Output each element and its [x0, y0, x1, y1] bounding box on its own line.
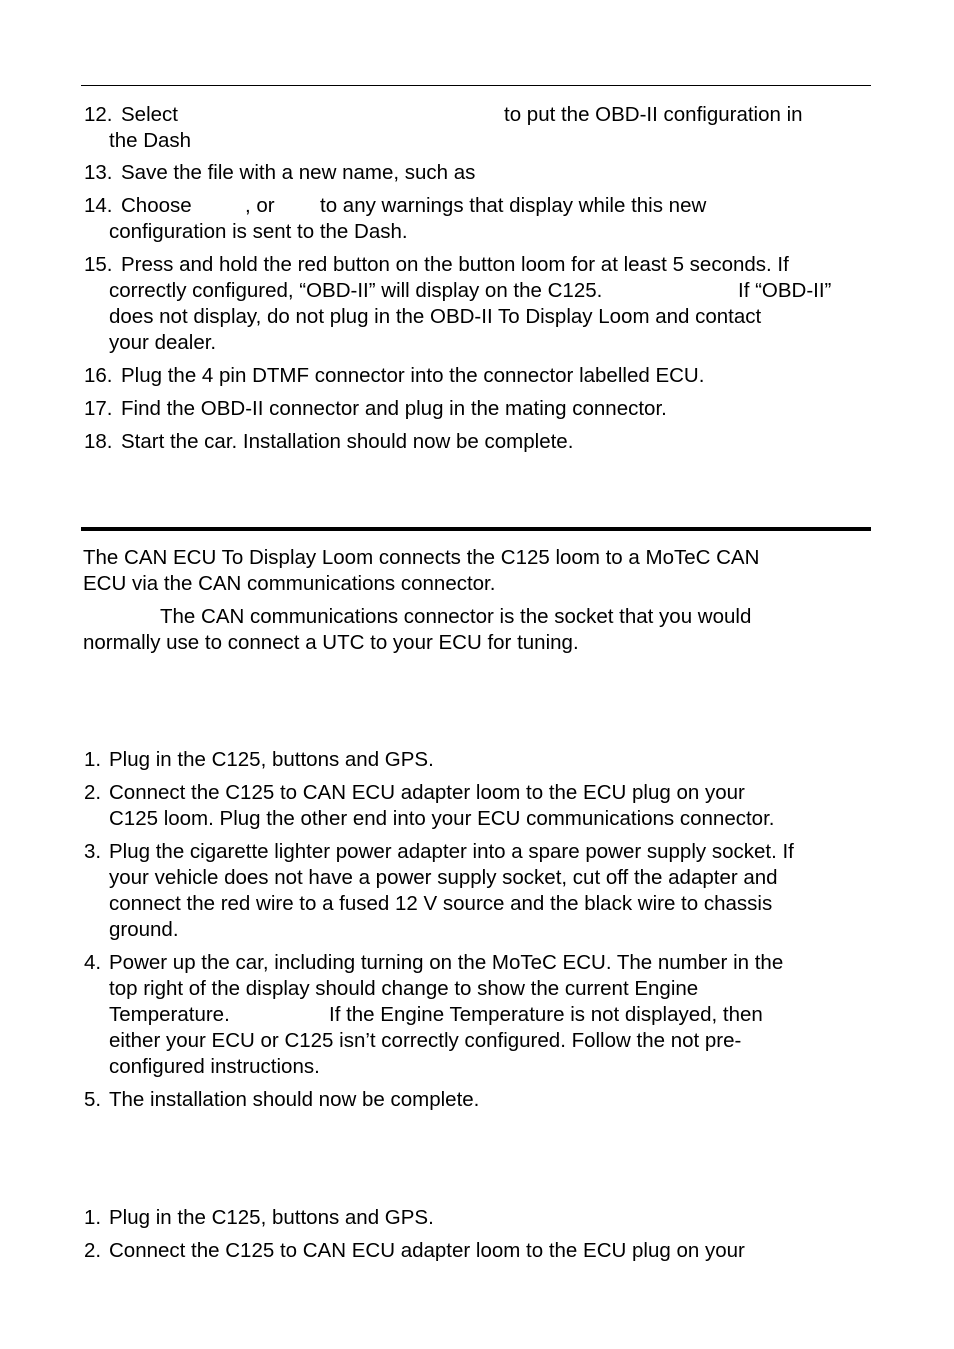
step-text: Start the car. Installation should now be complete. [121, 430, 574, 453]
step-text: to any warnings that display while this new [320, 194, 707, 217]
step-text: Power up the car, including turning on the MoTeC ECU. The number in the [109, 951, 784, 974]
step-text: the Dash [109, 129, 192, 152]
step-number: 3. [84, 840, 102, 863]
note-text: normally use to connect a UTC to your ECU for tuning. [83, 631, 579, 654]
step-number: 15. [84, 253, 113, 276]
step-text: Plug the cigarette lighter power adapter into a spare power supply socket. If [109, 840, 794, 863]
step-text: Plug the 4 pin DTMF connector into the connector labelled ECU. [121, 364, 705, 387]
step-text: configured instructions. [109, 1055, 320, 1078]
step-text: connect the red wire to a fused 12 V source and the black wire to chassis [109, 892, 773, 915]
step-number: 17. [84, 397, 113, 420]
step-text: Plug in the C125, buttons and GPS. [109, 1206, 434, 1229]
step-text: , or [245, 194, 275, 217]
note-text: The CAN communications connector is the socket that you would [160, 605, 752, 628]
step-text: Save the file with a new name, such as [121, 161, 476, 184]
step-text: Select [121, 103, 178, 126]
step-text: does not display, do not plug in the OBD-II To Display Loom and contact [109, 305, 762, 328]
step-text: Plug in the C125, buttons and GPS. [109, 748, 434, 771]
step-text: top right of the display should change to show the current Engine [109, 977, 699, 1000]
step-text: your dealer. [109, 331, 217, 354]
step-number: 13. [84, 161, 113, 184]
step-text: Find the OBD-II connector and plug in the mating connector. [121, 397, 667, 420]
step-number: 4. [84, 951, 102, 974]
intro-text: The CAN ECU To Display Loom connects the C125 loom to a MoTeC CAN [83, 546, 760, 569]
step-text: ground. [109, 918, 179, 941]
step-text: The installation should now be complete. [109, 1088, 480, 1111]
step-text: If “OBD-II” [738, 279, 832, 302]
step-text: your vehicle does not have a power supply socket, cut off the adapter and [109, 866, 778, 889]
step-number: 1. [84, 1206, 102, 1229]
step-number: 2. [84, 781, 102, 804]
step-text: Temperature. [109, 1003, 230, 1026]
section-divider [81, 527, 871, 531]
step-text: Connect the C125 to CAN ECU adapter loom to the ECU plug on your [109, 1239, 745, 1262]
step-number: 16. [84, 364, 113, 387]
step-text: either your ECU or C125 isn’t correctly configured. Follow the not pre- [109, 1029, 742, 1052]
step-number: 1. [84, 748, 102, 771]
step-text: correctly configured, “OBD-II” will display on the C125. [109, 279, 603, 302]
step-number: 2. [84, 1239, 102, 1262]
step-text: C125 loom. Plug the other end into your ECU communications connector. [109, 807, 775, 830]
step-text: Connect the C125 to CAN ECU adapter loom to the ECU plug on your [109, 781, 745, 804]
step-number: 18. [84, 430, 113, 453]
step-number: 14. [84, 194, 113, 217]
step-text: If the Engine Temperature is not displayed, then [329, 1003, 763, 1026]
step-text: to put the OBD-II configuration in [504, 103, 803, 126]
step-text: Choose [121, 194, 192, 217]
step-number: 5. [84, 1088, 102, 1111]
top-divider [81, 85, 871, 86]
step-text: Press and hold the red button on the button loom for at least 5 seconds. If [121, 253, 789, 276]
intro-text: ECU via the CAN communications connector. [83, 572, 496, 595]
step-number: 12. [84, 103, 113, 126]
step-text: configuration is sent to the Dash. [109, 220, 408, 243]
